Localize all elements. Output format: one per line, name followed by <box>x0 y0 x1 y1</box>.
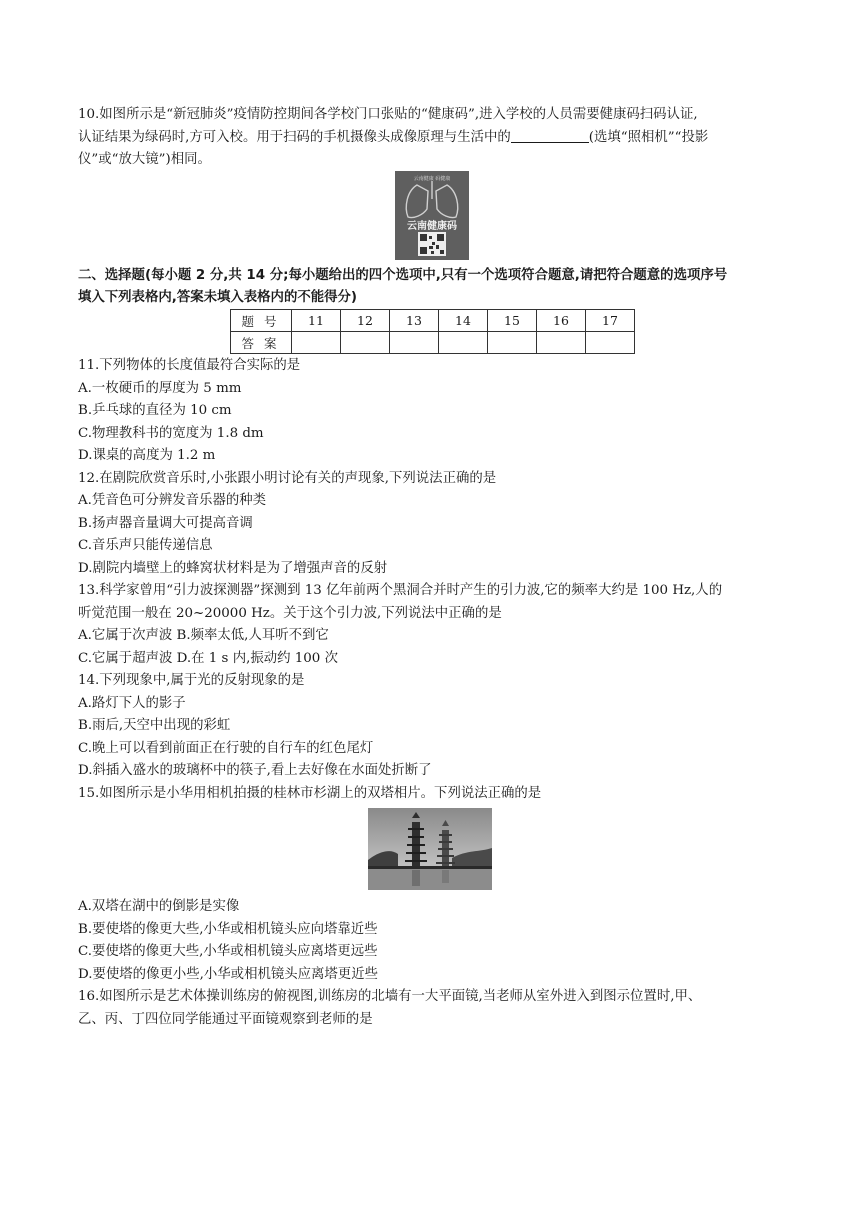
q16-line2: 乙、丙、丁四位同学能通过平面镜观察到老师的是 <box>78 1012 373 1027</box>
answer-table-number: 11 <box>292 310 341 332</box>
q12-stem: 12.在剧院欣赏音乐时,小张跟小明讨论有关的声现象,下列说法正确的是 <box>78 471 497 486</box>
health-code-top-text: 云南健康 码健康 <box>413 176 451 182</box>
answer-cell[interactable] <box>439 332 488 354</box>
answer-cell[interactable] <box>390 332 439 354</box>
q14-option-a: A.路灯下人的影子 <box>78 696 186 711</box>
qr-code-icon <box>418 232 446 256</box>
health-code-image <box>395 171 469 260</box>
answer-table-header-answer: 答案 <box>231 332 292 354</box>
health-code-title: 云南健康码 <box>407 221 457 232</box>
twin-towers-photo <box>368 808 492 890</box>
q10-line2-after: (选填“照相机”“投影 <box>588 130 709 145</box>
q11-option-a: A.一枚硬币的厚度为 5 mm <box>78 381 242 396</box>
answer-table-answer-row <box>231 332 635 354</box>
answer-table-number-row <box>231 310 635 332</box>
q14-option-b: B.雨后,天空中出现的彩虹 <box>78 718 231 733</box>
q13-options-ab: A.它属于次声波 B.频率太低,人耳听不到它 <box>78 628 329 643</box>
answer-table-number: 14 <box>439 310 488 332</box>
answer-table-number: 12 <box>341 310 390 332</box>
q12-option-c: C.音乐声只能传递信息 <box>78 538 213 553</box>
answer-cell[interactable] <box>292 332 341 354</box>
q11-option-d: D.课桌的高度为 1.2 m <box>78 448 216 463</box>
q10-line2 <box>78 128 708 148</box>
q16-line1: 16.如图所示是艺术体操训练房的俯视图,训练房的北墙有一大平面镜,当老师从室外进入到图示位置时,甲、 <box>78 989 702 1004</box>
q12-option-b: B.扬声器音量调大可提高音调 <box>78 516 253 531</box>
section2-title-line1: 二、选择题(每小题 2 分,共 14 分;每小题给出的四个选项中,只有一个选项符合题意,请把符合题意的选项序号 <box>78 268 728 283</box>
q13-line1: 13.科学家曾用“引力波探测器”探测到 13 亿年前两个黑洞合并时产生的引力波,它的频率大约是 100 Hz,人的 <box>78 583 723 598</box>
q11-stem: 11.下列物体的长度值最符合实际的是 <box>78 358 301 373</box>
answer-cell[interactable] <box>537 332 586 354</box>
q15-stem: 15.如图所示是小华用相机拍摄的桂林市杉湖上的双塔相片。下列说法正确的是 <box>78 786 542 801</box>
section2-title-line2: 填入下列表格内,答案未填入表格内的不能得分) <box>78 290 358 305</box>
answer-cell[interactable] <box>586 332 635 354</box>
q15-option-a: A.双塔在湖中的倒影是实像 <box>78 899 240 914</box>
q13-line2: 听觉范围一般在 20~20000 Hz。关于这个引力波,下列说法中正确的是 <box>78 606 502 621</box>
q10-line1: 10.如图所示是“新冠肺炎”疫情防控期间各学校门口张贴的“健康码”,进入学校的人员需要健康码扫码认证, <box>78 107 698 122</box>
q15-option-b: B.要使塔的像更大些,小华或相机镜头应向塔靠近些 <box>78 922 378 937</box>
q14-option-c: C.晚上可以看到前面正在行驶的自行车的红色尾灯 <box>78 741 374 756</box>
answer-table-number: 13 <box>390 310 439 332</box>
q11-option-c: C.物理教科书的宽度为 1.8 dm <box>78 426 264 441</box>
twin-towers-icon <box>368 808 492 890</box>
answer-table-number: 17 <box>586 310 635 332</box>
q11-option-b: B.乒乓球的直径为 10 cm <box>78 403 232 418</box>
answer-table <box>230 309 635 354</box>
q15-option-c: C.要使塔的像更大些,小华或相机镜头应离塔更远些 <box>78 944 378 959</box>
q12-option-d: D.剧院内墙壁上的蜂窝状材料是为了增强声音的反射 <box>78 561 388 576</box>
q15-option-d: D.要使塔的像更小些,小华或相机镜头应离塔更近些 <box>78 967 378 982</box>
q12-option-a: A.凭音色可分辨发音乐器的种类 <box>78 493 267 508</box>
answer-table-number: 15 <box>488 310 537 332</box>
q10-line2-before: 认证结果为绿码时,方可入校。用于扫码的手机摄像头成像原理与生活中的 <box>78 130 511 145</box>
q10-line3: 仪”或“放大镜”)相同。 <box>78 152 211 167</box>
q10-answer-blank <box>511 128 589 143</box>
answer-cell[interactable] <box>488 332 537 354</box>
q13-options-cd: C.它属于超声波 D.在 1 s 内,振动约 100 次 <box>78 651 338 666</box>
q14-option-d: D.斜插入盛水的玻璃杯中的筷子,看上去好像在水面处折断了 <box>78 763 432 778</box>
answer-cell[interactable] <box>341 332 390 354</box>
answer-table-header-question: 题号 <box>231 310 292 332</box>
answer-table-number: 16 <box>537 310 586 332</box>
q14-stem: 14.下列现象中,属于光的反射现象的是 <box>78 673 305 688</box>
